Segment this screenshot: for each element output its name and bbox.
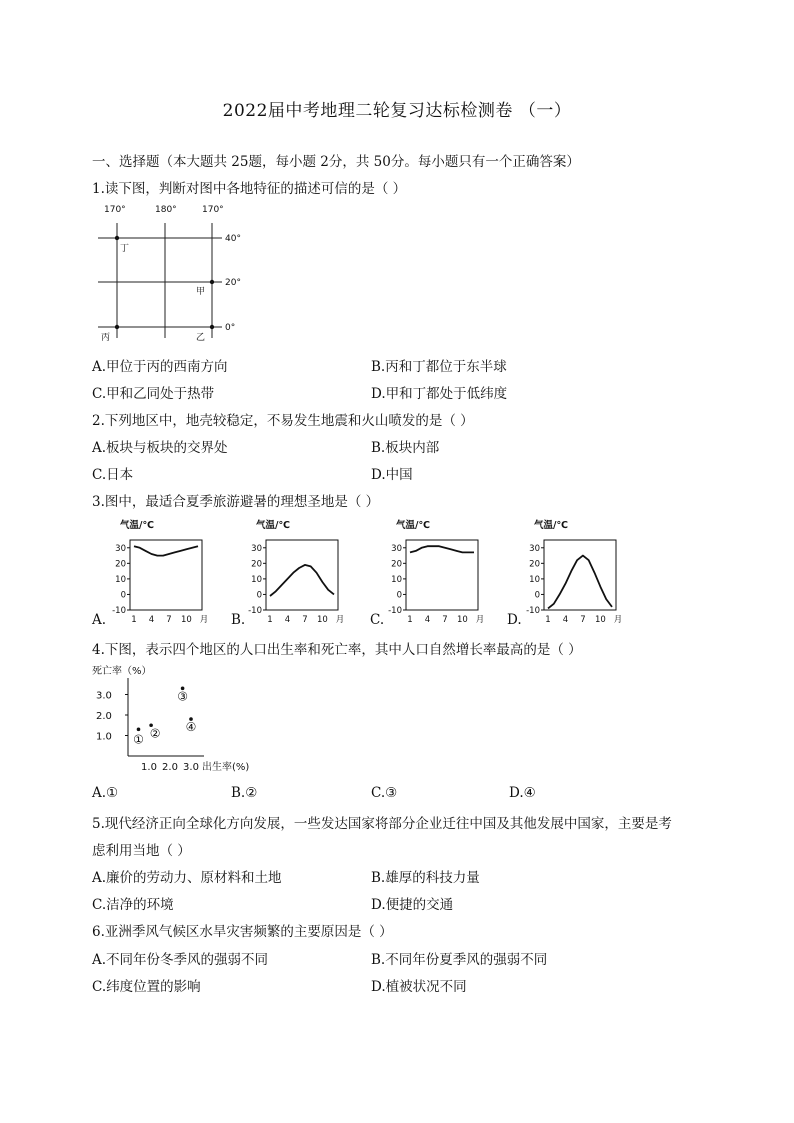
x-tick-label: 4 xyxy=(148,615,155,625)
lat-label-0: 0° xyxy=(225,323,236,333)
y-tick-label: 20 xyxy=(529,559,540,570)
q6-option-c: C.纬度位置的影响 xyxy=(92,979,201,995)
chart-frame xyxy=(544,540,616,610)
q5-option-d: D.便捷的交通 xyxy=(371,897,454,913)
q4-option-a: A.① xyxy=(92,785,119,801)
x-tick-label: 月 xyxy=(613,615,623,625)
point-label-jia: 甲 xyxy=(196,287,206,297)
data-point-label: ② xyxy=(149,726,161,741)
question-3-stem: 3.图中，最适合夏季旅游避暑的理想圣地是（ ） xyxy=(92,494,380,510)
q2-option-d: D.中国 xyxy=(371,467,413,483)
y-tick-label: 2.0 xyxy=(96,711,112,722)
point-label-bing: 丙 xyxy=(101,333,111,343)
question-5-stem-line-1: 5.现代经济正向全球化方向发展，一些发达国家将部分企业迁往中国及其他发展中国家，主要是考 xyxy=(92,816,672,832)
y-tick-label: 30 xyxy=(529,543,540,554)
lat-label-20: 20° xyxy=(225,278,241,288)
q6-option-b: B.不同年份夏季风的强弱不同 xyxy=(371,952,548,968)
question-4-stem: 4.下图，表示四个地区的人口出生率和死亡率，其中人口自然增长率最高的是（ ） xyxy=(92,642,582,658)
question-2-stem: 2.下列地区中，地壳较稳定，不易发生地震和火山喷发的是（ ） xyxy=(92,413,474,429)
x-tick-label: 2.0 xyxy=(162,762,178,773)
y-tick-label: 20 xyxy=(251,559,262,570)
x-tick-label: 10 xyxy=(594,615,606,625)
q2-option-c: C.日本 xyxy=(92,467,134,483)
data-point-label: ① xyxy=(133,732,144,747)
x-tick-label: 1 xyxy=(407,615,413,625)
data-point-label: ③ xyxy=(177,689,188,704)
x-tick-label: 7 xyxy=(302,615,308,625)
lon-label-left: 170° xyxy=(104,205,126,215)
question-1-stem: 1.读下图，判断对图中各地特征的描述可信的是（ ） xyxy=(92,181,407,197)
page-title: 2022届中考地理二轮复习达标检测卷 （一） xyxy=(222,101,572,121)
q1-option-b: B.丙和丁都位于东半球 xyxy=(371,359,507,375)
point-jia xyxy=(210,280,214,284)
y-axis-label: 气温/℃ xyxy=(120,520,154,531)
point-label-yi: 乙 xyxy=(196,333,206,343)
y-tick-label: 30 xyxy=(391,543,402,554)
x-tick-label: 7 xyxy=(166,615,172,625)
q2-option-b: B.板块内部 xyxy=(371,440,440,456)
y-tick-label: 0 xyxy=(256,590,262,601)
x-tick-label: 1.0 xyxy=(141,762,157,773)
y-tick-label: -10 xyxy=(112,606,126,616)
section-heading: 一、选择题（本大题共 25题，每小题 2分，共 50分。每小题只有一个正确答案） xyxy=(92,154,580,170)
q3-option-d: D. xyxy=(507,612,522,628)
y-tick-label: 30 xyxy=(251,543,262,554)
x-tick-label: 4 xyxy=(284,615,291,625)
x-tick-label: 4 xyxy=(562,615,569,625)
q5-option-b: B.雄厚的科技力量 xyxy=(371,870,480,886)
x-tick-label: 3.0 xyxy=(183,762,199,773)
q6-option-a: A.不同年份冬季风的强弱不同 xyxy=(92,952,269,968)
y-tick-label: 10 xyxy=(251,574,262,585)
lat-label-40: 40° xyxy=(225,234,241,244)
x-tick-label: 1 xyxy=(545,615,551,625)
y-tick-label: 0 xyxy=(534,590,540,601)
q3-option-b: B. xyxy=(231,612,246,628)
x-tick-label: 月 xyxy=(335,615,345,625)
y-axis-label: 气温/℃ xyxy=(534,520,568,531)
lon-label-middle: 180° xyxy=(155,205,177,215)
birth-death-rate-scatter xyxy=(92,660,262,778)
q1-option-c: C.甲和乙同处于热带 xyxy=(92,386,215,402)
lon-label-right: 170° xyxy=(202,205,224,215)
chart-frame xyxy=(130,540,202,610)
y-tick-label: -10 xyxy=(526,606,540,616)
point-ding xyxy=(115,236,119,240)
y-tick-label: 3.0 xyxy=(96,690,112,702)
x-tick-label: 10 xyxy=(316,615,328,625)
point-yi xyxy=(210,325,214,329)
y-axis-label: 气温/℃ xyxy=(256,520,290,531)
y-tick-label: 10 xyxy=(529,574,540,585)
data-point-label: ④ xyxy=(185,720,197,735)
q4-option-d: D.④ xyxy=(509,785,536,801)
q3-option-a: A. xyxy=(92,612,107,628)
q4-option-b: B.② xyxy=(231,785,258,801)
question-6-stem: 6.亚洲季风气候区水旱灾害频繁的主要原因是（ ） xyxy=(92,924,393,940)
y-tick-label: 20 xyxy=(115,559,126,570)
y-tick-label: -10 xyxy=(248,606,262,616)
point-bing xyxy=(115,325,119,329)
y-tick-label: 10 xyxy=(115,574,126,585)
data-point xyxy=(137,728,141,732)
q5-option-a: A.廉价的劳动力、原材料和土地 xyxy=(92,870,282,886)
y-tick-label: 10 xyxy=(391,574,402,585)
climate-chart-c xyxy=(378,518,493,628)
q1-option-a: A.甲位于丙的西南方向 xyxy=(92,359,228,375)
point-label-ding: 丁 xyxy=(120,244,130,254)
x-tick-label: 1 xyxy=(131,615,137,625)
q5-option-c: C.洁净的环境 xyxy=(92,897,174,913)
q3-option-c: C. xyxy=(370,612,385,628)
climate-chart-a xyxy=(102,518,217,628)
y-axis-label: 死亡率（%） xyxy=(92,666,152,677)
y-tick-label: -10 xyxy=(388,606,402,616)
question-5-stem-line-2: 虑利用当地（ ） xyxy=(92,843,191,859)
y-tick-label: 0 xyxy=(396,590,402,601)
y-axis-label: 气温/℃ xyxy=(396,520,430,531)
x-tick-label: 1 xyxy=(267,615,273,625)
x-tick-label: 月 xyxy=(199,615,209,625)
x-tick-label: 7 xyxy=(442,615,448,625)
temperature-line xyxy=(548,556,612,609)
climate-chart-d xyxy=(516,518,631,628)
y-tick-label: 0 xyxy=(120,590,126,601)
x-tick-label: 4 xyxy=(424,615,431,625)
x-tick-label: 10 xyxy=(180,615,192,625)
climate-chart-b xyxy=(238,518,353,628)
x-tick-label: 7 xyxy=(580,615,586,625)
latitude-longitude-grid xyxy=(92,198,262,348)
x-tick-label: 10 xyxy=(456,615,468,625)
y-tick-label: 30 xyxy=(115,543,126,554)
x-axis-label: 出生率(%) xyxy=(202,762,250,773)
temperature-line xyxy=(134,546,198,555)
y-tick-label: 20 xyxy=(391,559,402,570)
q1-option-d: D.甲和丁都处于低纬度 xyxy=(371,386,508,402)
q6-option-d: D.植被状况不同 xyxy=(371,979,467,995)
x-tick-label: 月 xyxy=(475,615,485,625)
chart-frame xyxy=(266,540,338,610)
q2-option-a: A.板块与板块的交界处 xyxy=(92,440,228,456)
y-tick-label: 1.0 xyxy=(96,731,112,743)
temperature-line xyxy=(270,565,334,596)
temperature-line xyxy=(410,546,474,552)
q4-option-c: C.③ xyxy=(371,785,398,801)
